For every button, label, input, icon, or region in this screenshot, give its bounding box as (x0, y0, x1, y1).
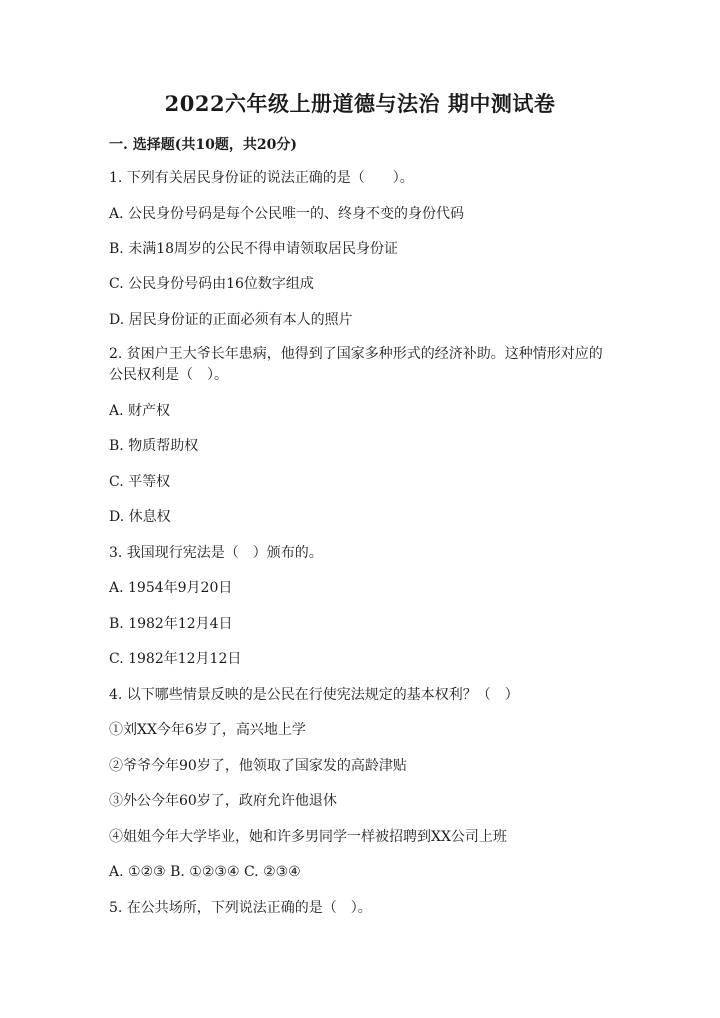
question-2-option-a: A. 财产权 (109, 403, 171, 419)
question-4-scenario-2: ②爷爷今年90岁了，他领取了国家发的高龄津贴 (109, 758, 407, 774)
question-1-option-a: A. 公民身份号码是每个公民唯一的、终身不变的身份代码 (109, 206, 465, 222)
question-1-option-b: B. 未满18周岁的公民不得申请领取居民身份证 (109, 241, 399, 257)
question-4-scenario-4: ④姐姐今年大学毕业，她和许多男同学一样被招聘到XX公司上班 (109, 829, 507, 845)
question-5-stem: 5. 在公共场所，下列说法正确的是（ ）。 (109, 900, 372, 916)
question-2-stem: 2. 贫困户王大爷长年患病，他得到了国家多种形式的经济补助。这种情形对应的公民权利是（ ）。 (109, 346, 603, 383)
question-1-option-d: D. 居民身份证的正面必须有本人的照片 (109, 312, 353, 328)
question-2-option-b: B. 物质帮助权 (109, 438, 199, 454)
section-heading: 一. 选择题(共10题，共20分) (109, 137, 297, 153)
question-4-stem: 4. 以下哪些情景反映的是公民在行使宪法规定的基本权利？（ ） (109, 687, 519, 703)
question-4-scenario-1: ①刘XX今年6岁了，高兴地上学 (109, 722, 306, 738)
question-3-option-c: C. 1982年12月12日 (109, 651, 242, 667)
question-1-stem: 1. 下列有关居民身份证的说法正确的是（ ）。 (109, 170, 414, 186)
question-4-choices: A. ①②③ B. ①②③④ C. ②③④ (109, 864, 301, 880)
question-2-option-d: D. 休息权 (109, 509, 171, 525)
question-4-scenario-3: ③外公今年60岁了，政府允许他退休 (109, 793, 337, 809)
question-3-option-b: B. 1982年12月4日 (109, 616, 233, 632)
question-1-option-c: C. 公民身份号码由16位数字组成 (109, 276, 314, 292)
question-3-stem: 3. 我国现行宪法是（ ）颁布的。 (109, 545, 323, 561)
page-title: 2022六年级上册道德与法治 期中测试卷 (164, 91, 556, 116)
question-3-option-a: A. 1954年9月20日 (109, 580, 233, 596)
question-2-option-c: C. 平等权 (109, 474, 171, 490)
